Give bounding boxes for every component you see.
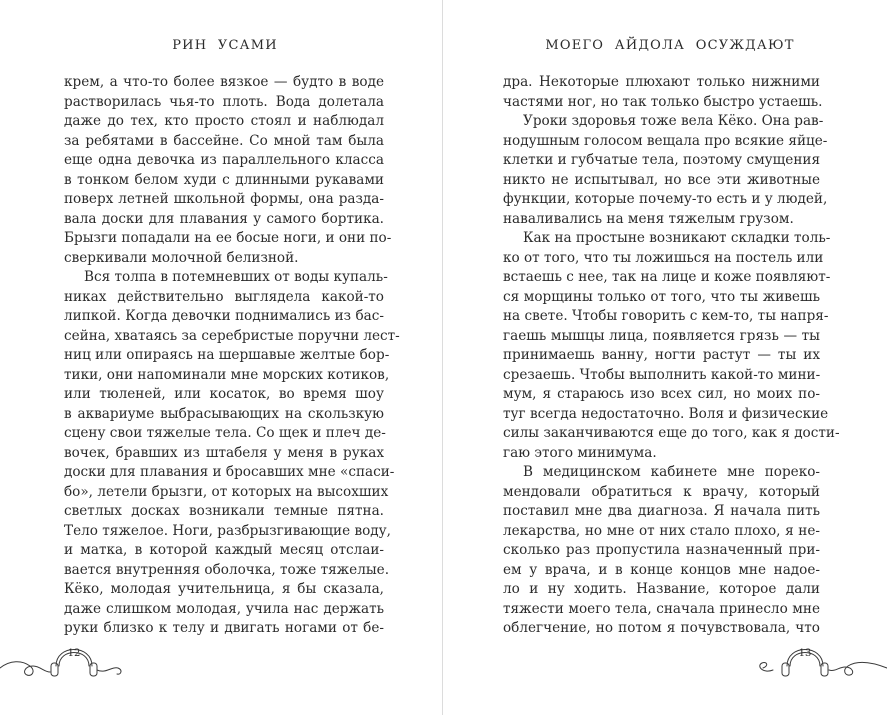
- running-head-title: МОЕГО АЙДОЛА ОСУЖДАЮТ: [545, 38, 795, 53]
- right-page: [443, 0, 887, 715]
- text-line: поставил мне два диагноза. Я начала пить: [503, 503, 820, 519]
- text-line: за ребятами в бассейне. Со мной там была: [64, 132, 384, 149]
- left-page-body: [64, 73, 400, 639]
- text-line: наваливались на меня тяжелым грузом.: [503, 210, 794, 227]
- text-line: вочек, бравших из штабеля у меня в руках: [64, 444, 384, 461]
- paragraph-start-line: Как на простыне возникают складки толь-: [523, 230, 831, 246]
- text-line: даже до тех, кто просто стоял и наблюдал: [64, 113, 384, 129]
- text-line: нодушным голосом вещала про всякие яйце-: [503, 132, 828, 149]
- text-line: ло и ну ходить. Название, которое дали: [503, 581, 820, 597]
- paragraph-start-line: Вся толпа в потемневших от воды купаль-: [84, 269, 388, 285]
- text-line: ко от того, что ты ложишься на постель или: [503, 249, 824, 266]
- text-line: никто не испытывал, но все эти животные: [503, 171, 820, 188]
- left-footer-ornament: [0, 630, 442, 690]
- text-line: ся морщины только от того, что ты живешь: [503, 288, 820, 305]
- text-line: частями ног, но так только быстро устаешь.: [503, 93, 823, 110]
- text-line: крем, а что-то более вязкое — будто в воде: [64, 74, 384, 90]
- text-line: растворилась чья-то плоть. Вода долетала: [64, 93, 384, 110]
- text-line: гаешь мышцы лица, появляется грязь — ты: [503, 327, 820, 344]
- text-line: вала доски для плавания у самого бортика.: [64, 210, 384, 227]
- right-footer-ornament: [443, 630, 887, 690]
- page-number: 13: [798, 648, 812, 659]
- text-line: светлых досках возникали темные пятна.: [64, 503, 384, 519]
- text-line: Тело тяжелое. Ноги, разбрызгивающие воду,: [64, 522, 391, 539]
- text-line: на свете. Чтобы говорить с кем-то, ты напря-: [503, 308, 829, 324]
- text-line: силы заканчиваются еще до того, как я дости-: [503, 425, 840, 441]
- text-line: поверх летней школьной формы, она разда-: [64, 191, 384, 207]
- text-line: сколько раз пропустила назначенный при-: [503, 542, 820, 558]
- text-line: ниц или опираясь на шершавые желтые бор-: [64, 347, 390, 363]
- left-page: [0, 0, 442, 715]
- text-line: дра. Некоторые плюхают только нижними: [503, 74, 820, 90]
- paragraph-start-line: В медицинском кабинете мне пореко-: [523, 464, 820, 480]
- text-line: липкой. Когда девочки поднимались из бас-: [64, 308, 384, 324]
- right-page-body: [503, 73, 840, 639]
- text-line: гаю этого минимума.: [503, 444, 657, 461]
- text-line: руки близко к телу и двигать ногами от бе-: [64, 620, 384, 636]
- text-line: в тонком белом худи с длинными рукавами: [64, 171, 384, 188]
- text-line: срезаешь. Чтобы выполнить какой-то мини-: [503, 366, 821, 383]
- text-line: лекарства, но мне от них стало плохо, я не-: [503, 522, 820, 539]
- text-line: облегчение, но потом я почувствовала, что: [503, 620, 820, 636]
- text-line: тяжести моего тела, сначала принесло мне: [503, 600, 820, 617]
- text-line: туг всегда недостаточно. Воля и физические: [503, 405, 829, 422]
- headphones-flourish-icon: [443, 630, 887, 690]
- text-line: доски для плавания и бросавших мне «спаси-: [64, 464, 395, 480]
- text-line: и матка, в которой каждый месяц отслаи-: [64, 542, 384, 558]
- text-line: еще одна девочка из параллельного класса: [64, 152, 384, 168]
- text-line: даже слишком молодая, учила нас держать: [64, 600, 384, 617]
- headphones-flourish-icon: [0, 630, 442, 690]
- text-line: принимаешь ванну, ногти растут — ты их: [503, 347, 820, 363]
- running-head-author: РИН УСАМИ: [172, 38, 278, 53]
- text-line: сейна, хватаясь за серебристые поручни лест-: [64, 327, 400, 344]
- text-line: мум, я стараюсь изо всех сил, но моих по-: [503, 386, 820, 402]
- page-number: 12: [67, 648, 81, 659]
- text-line: Брызги попадали на ее босые ноги, и они по-: [64, 230, 392, 246]
- paragraph-start-line: Уроки здоровья тоже вела Кёко. Она рав-: [523, 113, 824, 129]
- text-line: ем у врача, и в конце концов мне надое-: [503, 561, 820, 578]
- text-line: вается внутренняя оболочка, тоже тяжелые.: [64, 561, 390, 578]
- text-line: сверкивали молочной белизной.: [64, 249, 299, 266]
- text-line: в аквариуме выбрасывающих на скользкую: [64, 405, 384, 422]
- text-line: сцену свои тяжелые тела. Со щек и плеч де-: [64, 425, 386, 441]
- text-line: функции, которые почему-то есть и у людей,: [503, 191, 828, 207]
- text-line: клетки и губчатые тела, поэтому смущения: [503, 152, 821, 168]
- text-line: бо», летели брызги, от которых на высохших: [64, 483, 389, 500]
- text-line: встаешь с нее, так на лице и коже появляют-: [503, 269, 831, 285]
- text-line: Кёко, молодая учительница, я бы сказала,: [64, 581, 384, 597]
- text-line: никах действительно выглядела какой-то: [64, 288, 384, 305]
- text-line: мендовали обратиться к врачу, который: [503, 483, 820, 500]
- text-line: тики, они напоминали мне морских котиков,: [64, 366, 390, 383]
- text-line: или тюленей, или косаток, во время шоу: [64, 386, 384, 402]
